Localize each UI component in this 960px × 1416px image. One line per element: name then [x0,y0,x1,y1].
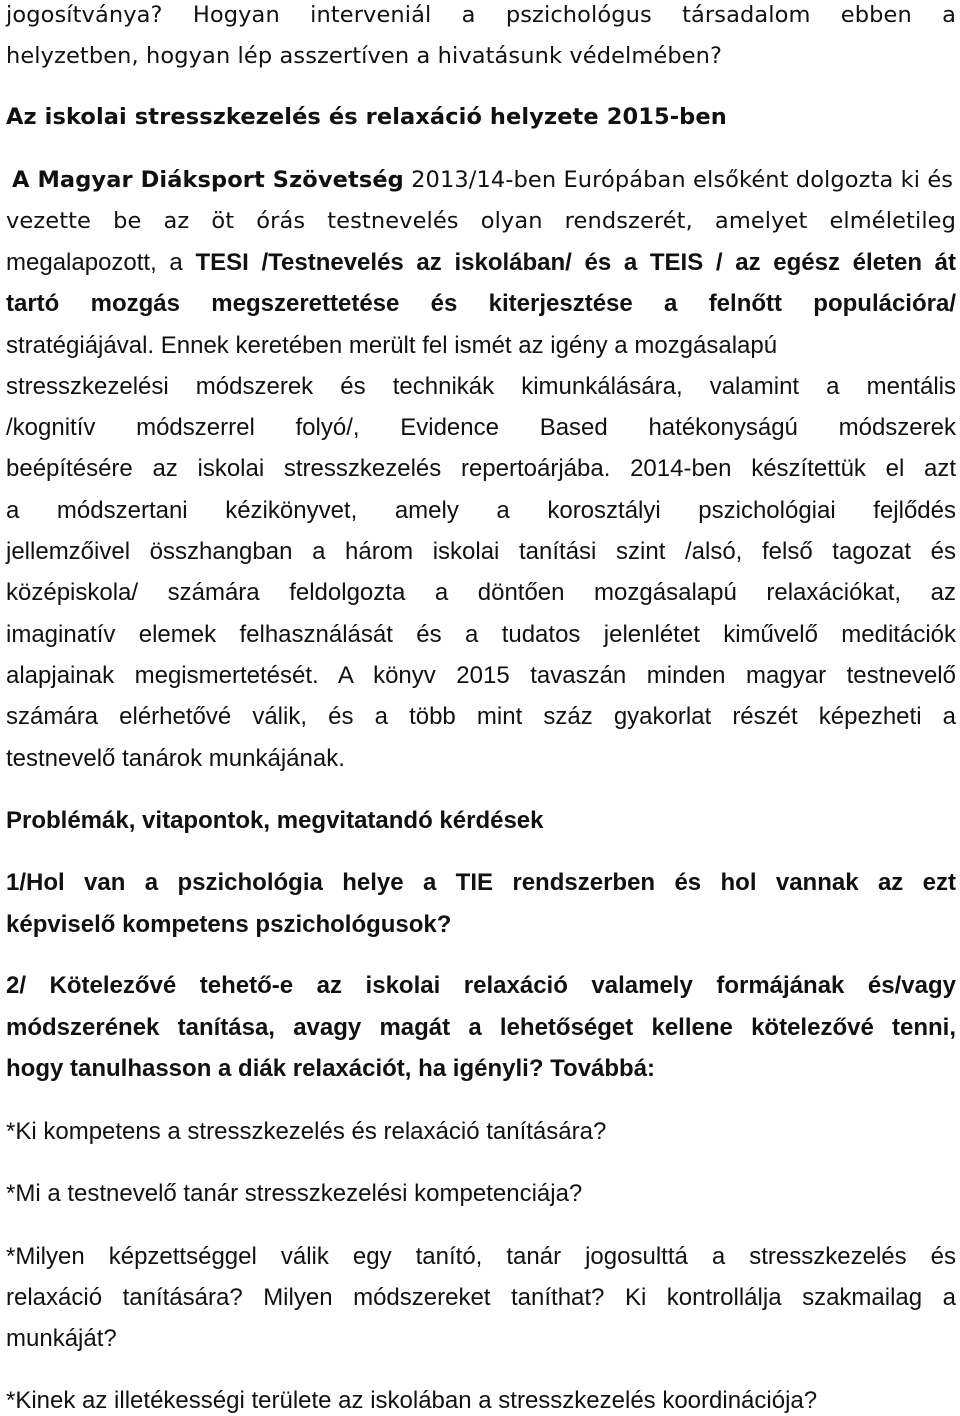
paragraph-line-12: imaginatív elemek felhasználását és a tudatos jelenlétet kiművelő meditációk [6,621,956,648]
question-1-line-1: 1/Hol van a pszichológia helye a TIE rendszerben és hol vannak az ezt [6,869,956,896]
program-names: TESI /Testnevelés az iskolában/ és a TEIS / az egész életen át [195,249,956,276]
bullet-question-3-line-2: relaxáció tanítására? Milyen módszereket taníthat? Ki kontrollálja szakmailag a [6,1284,956,1311]
paragraph-line-11: középiskola/ számára feldolgozta a döntően mozgásalapú relaxációkat, az [6,579,956,606]
bullet-question-2: *Mi a testnevelő tanár stresszkezelési kompetenciája? [6,1180,583,1207]
bullet-question-3-line-3: munkáját? [6,1325,117,1352]
paragraph-line-2: vezette be az öt órás testnevelés olyan rendszerét, amelyet elméletileg [6,208,956,234]
intro-line-1: jogosítványa? Hogyan interveniál a pszichológus társadalom ebben a [6,2,956,28]
bullet-question-4: *Kinek az illetékességi területe az iskolában a stresszkezelés koordinációja? [6,1387,818,1414]
question-2-line-1: 2/ Kötelezővé tehető-e az iskolai relaxáció valamely formájának és/vagy [6,972,956,999]
paragraph-line-1 [6,165,956,195]
paragraph-line-13: alapjainak megismertetését. A könyv 2015 tavaszán minden magyar testnevelő [6,662,956,689]
paragraph-text: megalapozott, a [6,249,196,276]
section-heading-stress-management: Az iskolai stresszkezelés és relaxáció helyzete 2015-ben [6,104,727,130]
question-1-line-2: képviselő kompetens pszichológusok? [6,911,452,938]
question-2-line-2: módszerének tanítása, avagy magát a lehetőséget kellene kötelezővé tenni, [6,1014,956,1041]
paragraph-line-3 [6,248,956,278]
paragraph-line-9: a módszertani kézikönyvet, amely a korosztályi pszichológiai fejlődés [6,497,956,524]
paragraph-line-15: testnevelő tanárok munkájának. [6,745,345,772]
paragraph-text: Ennek keretében merült fel ismét az igény a mozgásalapú [154,332,778,359]
intro-line-2: helyzetben, hogyan lép asszertíven a hivatásunk védelmében? [6,43,723,69]
paragraph-text: 2013/14-ben Európában elsőként dolgozta ki és [403,167,954,193]
paragraph-line-8: beépítésére az iskolai stresszkezelés repertoárjába. 2014-ben készítettük el azt [6,455,956,482]
organization-name: A Magyar Diáksport Szövetség [12,167,404,193]
paragraph-line-10: jellemzőivel összhangban a három iskolai tanítási szint /alsó, felső tagozat és [6,538,956,565]
bullet-question-3-line-1: *Milyen képzettséggel válik egy tanító, tanár jogosulttá a stresszkezelés és [6,1243,956,1270]
paragraph-text: stratégiájával. [6,332,155,359]
section-heading-problems: Problémák, vitapontok, megvitatandó kérdések [6,807,544,834]
bullet-question-1: *Ki kompetens a stresszkezelés és relaxáció tanítására? [6,1118,607,1145]
paragraph-line-14: számára elérhetővé válik, és a több mint száz gyakorlat részét képezheti a [6,703,956,730]
paragraph-line-4: tartó mozgás megszerettetése és kiterjesztése a felnőtt populációra/ [6,290,956,317]
question-2-line-3: hogy tanulhasson a diák relaxációt, ha igényli? Továbbá: [6,1055,656,1082]
paragraph-line-5 [6,331,956,361]
paragraph-line-6: stresszkezelési módszerek és technikák kimunkálására, valamint a mentális [6,373,956,400]
paragraph-line-7: /kognitív módszerrel folyó/, Evidence Based hatékonyságú módszerek [6,414,956,441]
